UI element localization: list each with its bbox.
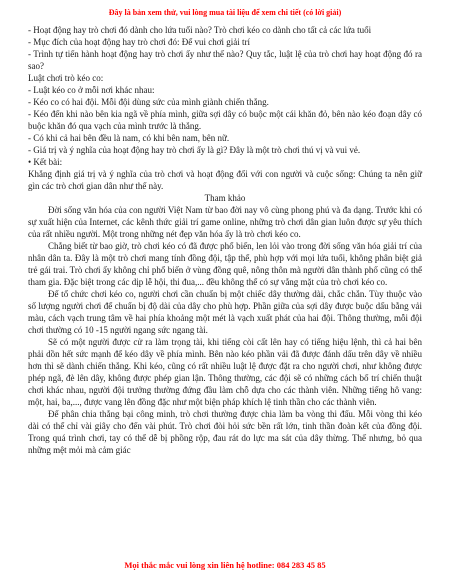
conclusion-heading: • Kết bài:: [28, 157, 63, 167]
line-purpose: - Mục đích của hoạt động hay trò chơi đó: Để vui chơi giải trí: [28, 37, 250, 47]
line-rules-vary: - Luật kéo co ở mỗi nơi khác nhau:: [28, 85, 155, 95]
preview-banner: Đây là bản xem thử, vui lòng mua tài liệu để xem chi tiết (có lời giải): [108, 8, 342, 17]
paragraph: Để phân chia thắng bại công minh, trò chơi thường được chia làm ba vòng thi đấu. Mỗi vòng thi kéo dài có thể chỉ vài giây cho đến vài phút. Trò chơi đòi hỏi sức bền rất lớn, tinh thần đoàn kết của đồng đội. Trong quá trình chơi, tay có thể dễ bị phồng rộp, đau rát do lực ma sát của dây thừng. Thế nhưng, bỏ qua những mệt mỏi mà cảm giác: [28, 409, 422, 455]
line-two-teams: - Kéo co có hai đội. Mỗi đội dùng sức của mình giành chiến thắng.: [28, 97, 269, 107]
paragraph: Đời sống văn hóa của con người Việt Nam từ bao đời nay vô cùng phong phú và đa dạng. Trước khi có sự xuất hiện của Internet, các kênh thức giải trí game online, những trò chơi dân gian luôn được sự yêu thích của rất nhiều người. Một trong những nét đẹp văn hóa ấy là trò chơi kéo co.: [28, 205, 422, 239]
hotline-banner: Mọi thắc mắc vui lòng xin liên hệ hotline: 084 283 45 85: [124, 560, 326, 570]
line-teams-gender: - Có khi cả hai bên đều là nam, có khi bên nam, bên nữ.: [28, 133, 230, 143]
paragraph: Chẳng biết từ bao giờ, trò chơi kéo có đã được phổ biến, len lỏi vào trong đời sống văn hóa giải trí của nhân dân ta. Đây là một trò chơi mang tính đồng đội, tập thể, phù hợp với mọi lứa tuổi, không phân biệt giả trẻ gái trai. Trò chơi ấy không chỉ phổ biến ở vùng đồng quê, nông thôn mà người dân thành phố cũng có thể tham gia. Đặc biệt trong các dịp lễ hội, thi đua,... đều không thể có sự vắng mặt của trò chơi kéo co.: [28, 241, 422, 287]
line-rules-heading: Luật chơi trò kéo co:: [28, 73, 104, 83]
paragraph: Sẽ có một người được cử ra làm trọng tài, khi tiếng còi cất lên hay có tiếng hiệu lệnh, thì cả hai bên phải dồn hết sức mạnh để kéo dây về phía mình. Bên nào kéo phần vải đã được đánh dấu trên dây về nhiều hơn thì sẽ dành chiến thắng. Khi kéo, cũng có rất nhiều luật lệ được đặt ra cho người chơi, như không được phép ngã, đè lên dây, không được phép gian lận. Thông thường, các đội sẽ có những cách bố trí chiến thuật chơi khác nhau, người đội trưởng thường đứng đầu làm chỗ dựa cho các thành viên. Những tiếng hô vang: một, hai, ba,..., được vang lên đồng đặc như một biện pháp khích lệ tinh thần cho các thành viên.: [28, 337, 422, 407]
line-age-group: - Hoạt động hay trò chơi đó dành cho lứa tuổi nào? Trò chơi kéo co dành cho tất cả các lứa tuổi: [28, 25, 372, 35]
conclusion-text: Khẳng định giá trị và ý nghĩa của trò chơi và hoạt động đối với con người và cuộc sống: Chúng ta nên giữ gìn các trò chơi gian dân như thế này.: [28, 169, 422, 191]
line-win-condition: - Kéo đến khi nào bên kia ngã về phía mình, giữa sợi dây có buộc một cái khăn đỏ, bên nào kéo đoạn dây có buộc khăn đó qua vạch của mình trước là thắng.: [28, 109, 422, 131]
section-title: Tham khảo: [204, 193, 246, 203]
line-procedure: - Trình tự tiến hành hoạt động hay trò chơi ấy như thế nào? Quy tắc, luật lệ của trò chơi hay hoạt động đó ra sao?: [28, 49, 422, 71]
line-value: - Giá trị và ý nghĩa của hoạt động hay trò chơi ấy là gì? Đây là một trò chơi thú vị và vui vẻ.: [28, 145, 361, 155]
document-body: [28, 24, 422, 456]
paragraph: Để tổ chức chơi kéo co, người chơi cần chuẩn bị một chiếc dây thường dài, chắc chắn. Tùy thuộc vào số lượng người chơi để chuẩn bị độ dài của dây cho phù hợp. Phần giữa của sợi dây được buộc dấu bằng vải màu, cách vạch trung tâm về hai phía khoảng một mét là vạch xuất phát của hai đội. Thông thường, mỗi đội chơi thường có 10 -15 người ngang sức ngang tài.: [28, 289, 422, 335]
